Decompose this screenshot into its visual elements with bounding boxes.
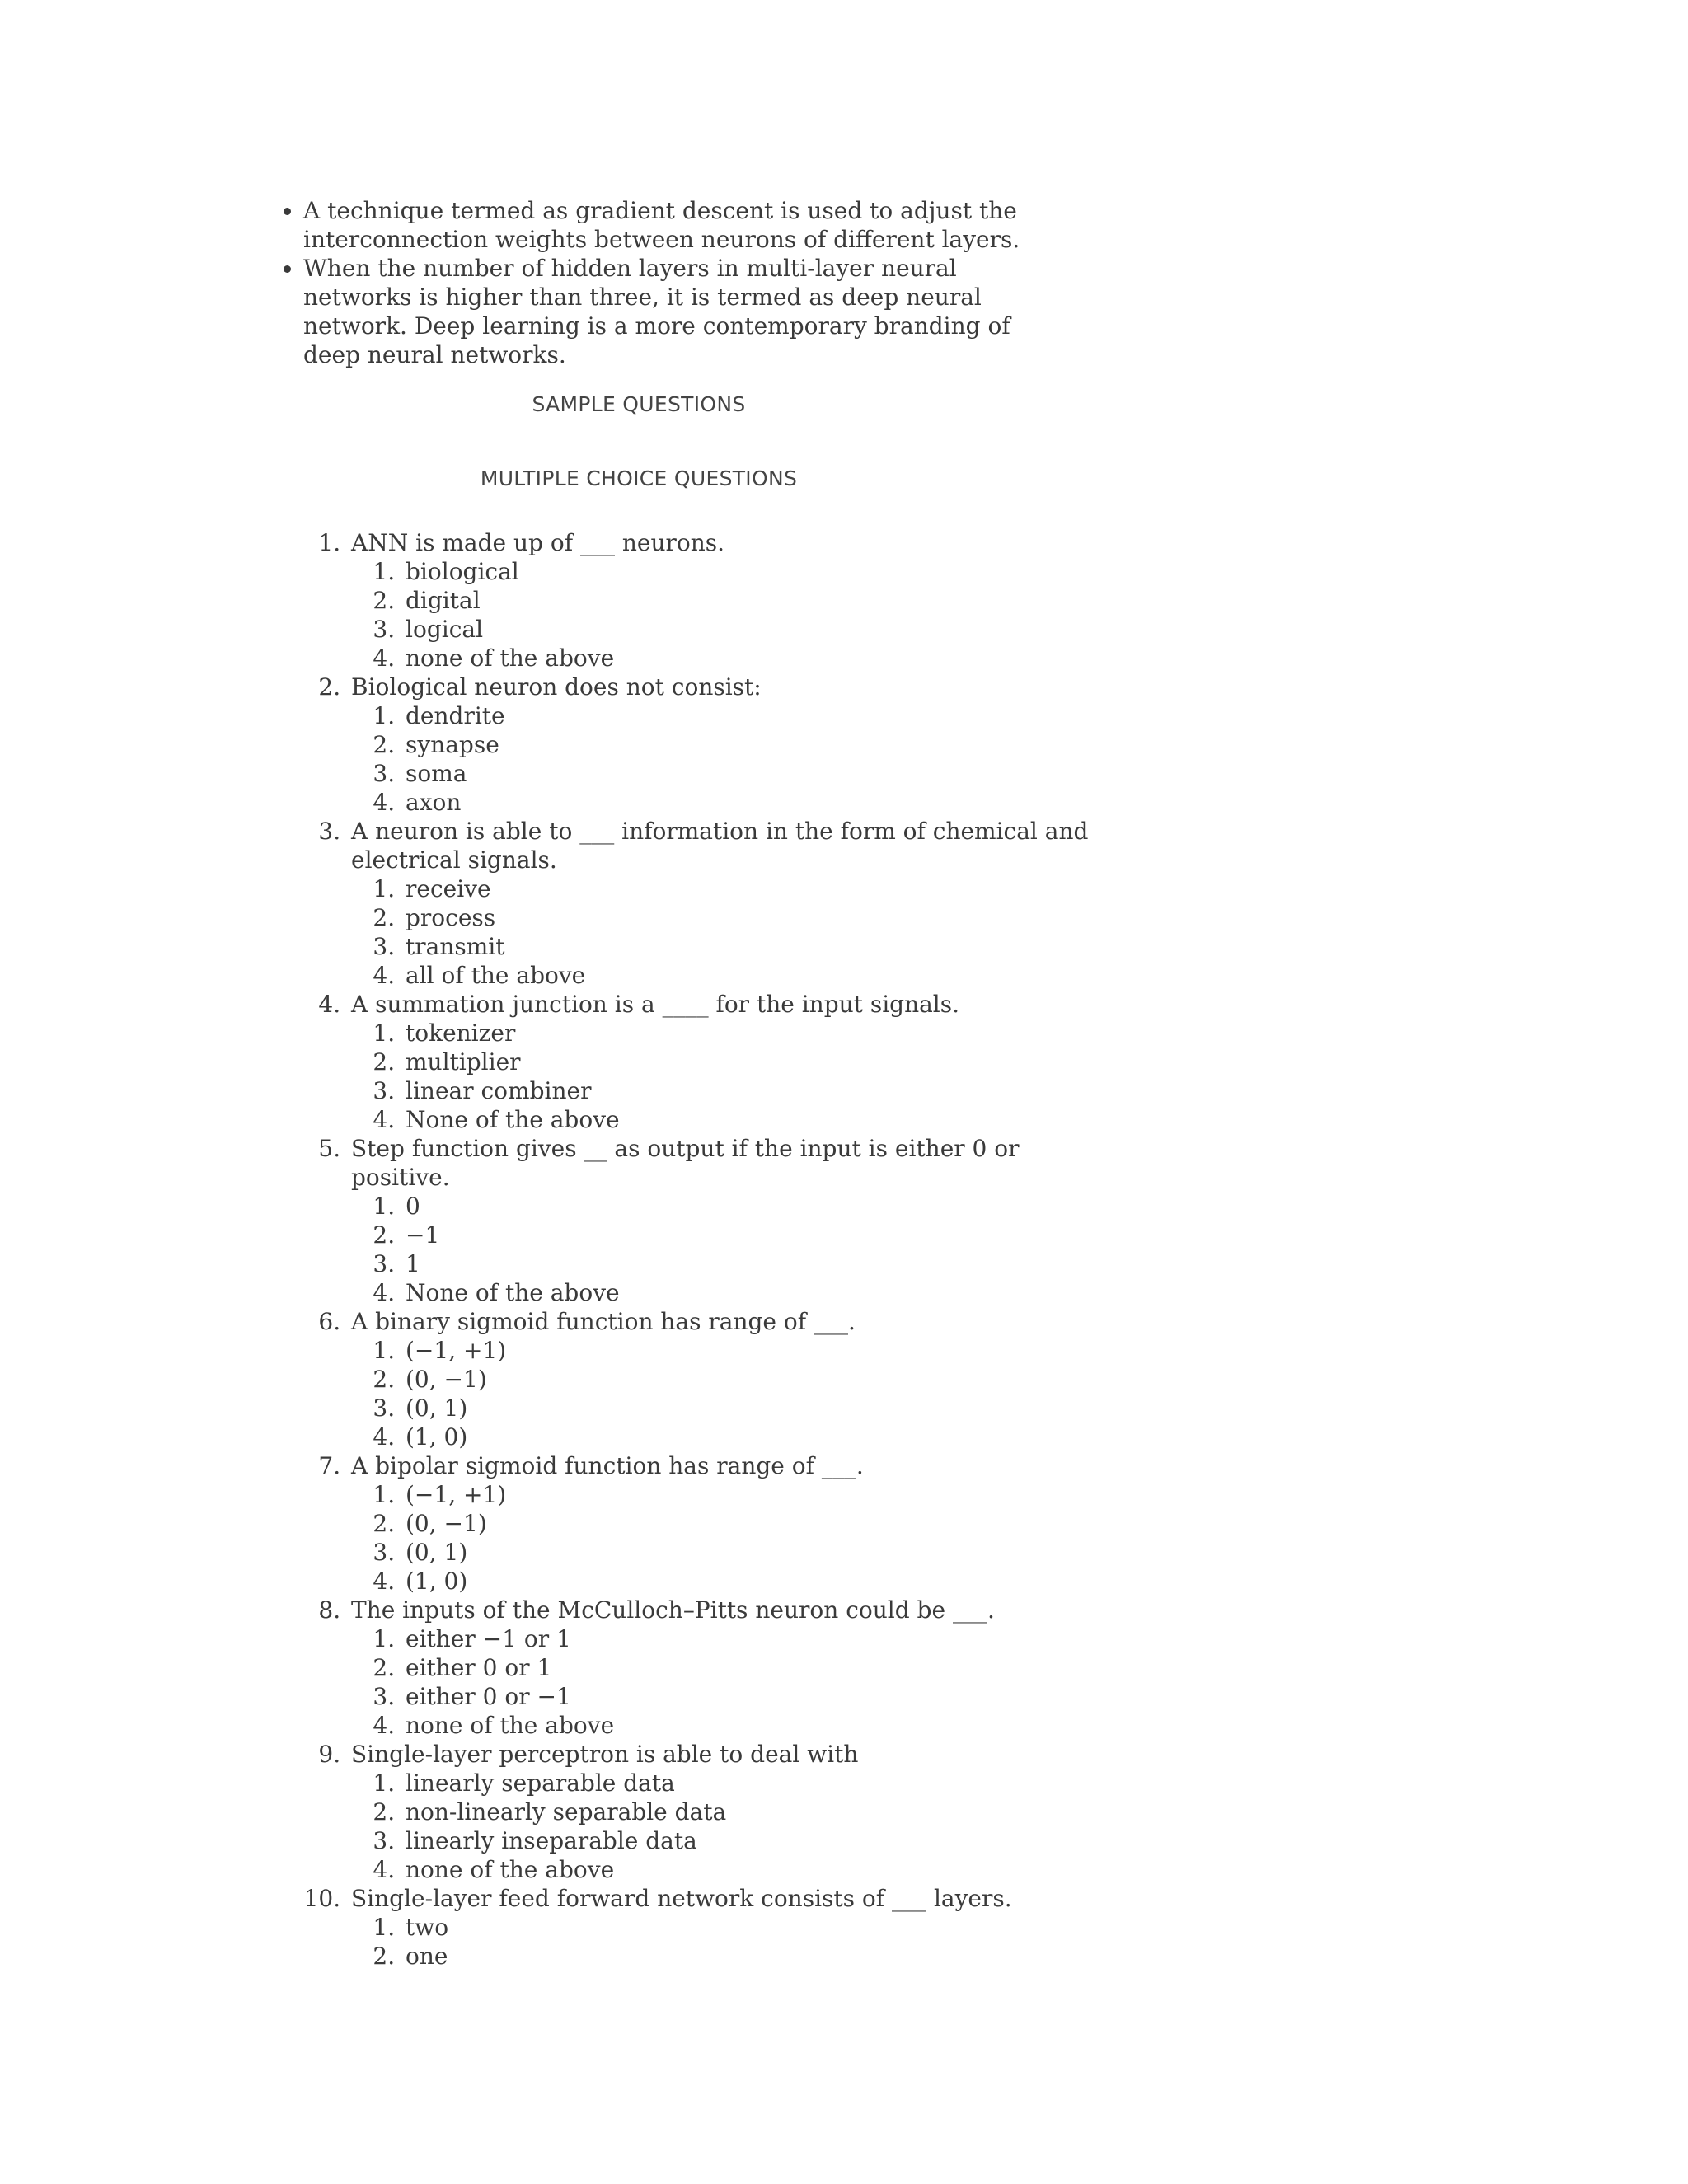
question-item (348, 528, 1090, 673)
sample-questions-heading: SAMPLE QUESTIONS (532, 392, 746, 416)
option-item: 4. none of the above (402, 644, 1090, 673)
option-item: 3. linearly inseparable data (402, 1826, 1090, 1855)
intro-bullet: • A technique termed as gradient descent is used to adjust the interconnection weights between neurons of different layers. (303, 196, 1062, 254)
option-item: 4. None of the above (402, 1105, 1090, 1134)
question-item (348, 673, 1090, 817)
option-list (351, 557, 1090, 673)
option-item: 4. all of the above (402, 961, 1090, 990)
option-item: 1. biological (402, 557, 1090, 586)
question-text: Step function gives __ as output if the input is either 0 or positive. (351, 1135, 1020, 1191)
option-item: 1. either −1 or 1 (402, 1624, 1090, 1653)
option-list (351, 1480, 1090, 1596)
option-list (351, 874, 1090, 990)
option-item: 2. (0, −1) (402, 1365, 1090, 1394)
option-item: 4. (1, 0) (402, 1422, 1090, 1451)
question-text: Single-layer feed forward network consists of ___ layers. (351, 1885, 1012, 1912)
question-text: A summation junction is a ____ for the input signals. (351, 991, 960, 1018)
intro-bullet-list (264, 196, 1062, 369)
option-item: 2. −1 (402, 1221, 1090, 1249)
question-item (348, 1307, 1090, 1451)
option-item: 2. digital (402, 586, 1090, 615)
option-item: 1. (−1, +1) (402, 1480, 1090, 1509)
question-text: A bipolar sigmoid function has range of ___. (351, 1452, 864, 1479)
question-text: A neuron is able to ___ information in the form of chemical and electrical signals. (351, 818, 1089, 874)
option-item: 2. one (402, 1942, 1090, 1971)
mcq-heading: MULTIPLE CHOICE QUESTIONS (480, 466, 798, 490)
option-list (351, 1336, 1090, 1451)
question-text: ANN is made up of ___ neurons. (351, 529, 725, 556)
option-item: 4. None of the above (402, 1278, 1090, 1307)
option-item: 1. two (402, 1913, 1090, 1942)
option-list (351, 1019, 1090, 1134)
option-item: 3. soma (402, 759, 1090, 788)
option-list (351, 1913, 1090, 1971)
option-item: 3. (0, 1) (402, 1394, 1090, 1422)
question-item (348, 817, 1090, 990)
option-item: 4. axon (402, 788, 1090, 817)
question-text: The inputs of the McCulloch–Pitts neuron could be ___. (351, 1596, 995, 1624)
option-item: 2. either 0 or 1 (402, 1653, 1090, 1682)
option-list (351, 701, 1090, 817)
question-text: Single-layer perceptron is able to deal with (351, 1741, 859, 1768)
question-text: Biological neuron does not consist: (351, 673, 762, 701)
intro-bullet: • When the number of hidden layers in multi-layer neural networks is higher than three, it is termed as deep neural network. Deep learning is a more contemporary branding of deep neural networks. (303, 254, 1062, 369)
option-item: 2. synapse (402, 730, 1090, 759)
question-list (305, 528, 1090, 1971)
option-item: 1. tokenizer (402, 1019, 1090, 1047)
option-item: 3. logical (402, 615, 1090, 644)
option-item: 1. (−1, +1) (402, 1336, 1090, 1365)
option-item: 3. 1 (402, 1249, 1090, 1278)
option-item: 2. non-linearly separable data (402, 1797, 1090, 1826)
option-item: 1. 0 (402, 1192, 1090, 1221)
option-item: 2. (0, −1) (402, 1509, 1090, 1538)
question-item (348, 1451, 1090, 1596)
option-item: 1. receive (402, 874, 1090, 903)
option-item: 3. either 0 or −1 (402, 1682, 1090, 1711)
option-item: 2. process (402, 903, 1090, 932)
option-item: 4. (1, 0) (402, 1567, 1090, 1596)
option-item: 2. multiplier (402, 1047, 1090, 1076)
question-text: A binary sigmoid function has range of ___. (351, 1308, 856, 1335)
question-item (348, 990, 1090, 1134)
option-item: 1. linearly separable data (402, 1769, 1090, 1797)
option-item: 1. dendrite (402, 701, 1090, 730)
option-item: 3. transmit (402, 932, 1090, 961)
question-item (348, 1884, 1090, 1971)
option-item: 3. linear combiner (402, 1076, 1090, 1105)
question-item (348, 1596, 1090, 1740)
question-item (348, 1134, 1090, 1307)
option-item: 4. none of the above (402, 1711, 1090, 1740)
option-list (351, 1192, 1090, 1307)
option-item: 4. none of the above (402, 1855, 1090, 1884)
question-item (348, 1740, 1090, 1884)
option-item: 3. (0, 1) (402, 1538, 1090, 1567)
option-list (351, 1624, 1090, 1740)
option-list (351, 1769, 1090, 1884)
